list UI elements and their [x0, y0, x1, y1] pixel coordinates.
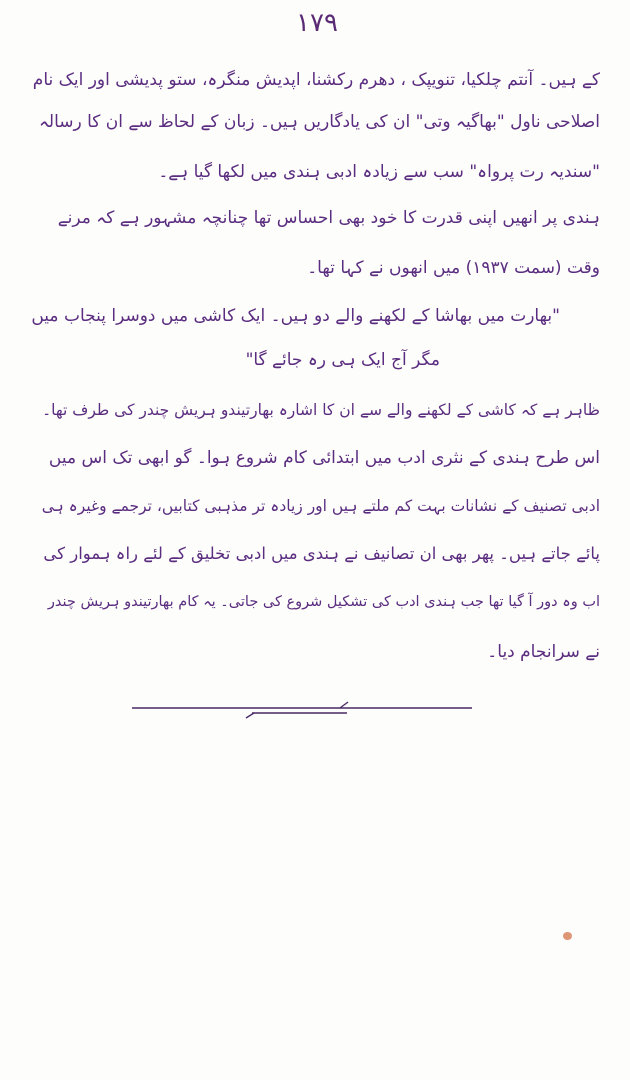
text-line-3: "سندیہ رت پرواہ" سب سے زیادہ ادبی ہندی میں لکھا گیا ہے۔	[158, 162, 600, 182]
text-line-4: ہندی پر انھیں اپنی قدرت کا خود بھی احساس تھا چنانچہ مشہور ہے کہ مرنے	[57, 208, 600, 228]
text-line-11: نے سرانجام دیا۔	[487, 642, 600, 662]
text-line-6: ظاہر ہے کہ کاشی کے لکھنے والے سے ان کا اشارہ بھارتیندو ہریش چندر کی طرف تھا۔	[42, 401, 600, 419]
ink-stain	[563, 932, 572, 940]
quote-line-1: "بھارت میں بھاشا کے لکھنے والے دو ہیں۔ ایک کاشی میں دوسرا پنجاب میں	[31, 306, 560, 326]
quote-line-2: مگر آج ایک ہی رہ جائے گا"	[245, 350, 440, 370]
text-line-5: وقت (سمت ۱۹۳۷) میں انھوں نے کہا تھا۔	[307, 258, 600, 278]
section-divider	[132, 696, 472, 726]
text-line-7: اس طرح ہندی کے نثری ادب میں ابتدائی کام شروع ہوا۔ گو ابھی تک اس میں	[48, 448, 600, 468]
text-line-2: اصلاحی ناول "بھاگیہ وتی" ان کی یادگاریں ہیں۔ زبان کے لحاظ سے ان کا رسالہ	[38, 112, 600, 132]
page-number: ۱۷۹	[296, 8, 338, 38]
text-line-9: پائے جاتے ہیں۔ پھر بھی ان تصانیف نے ہندی میں ادبی تخلیق کے لئے راہ ہموار کی	[43, 544, 600, 563]
text-line-10: اب وہ دور آ گیا تھا جب ہندی ادب کی تشکیل شروع کی جاتی۔ یہ کام بھارتیندو ہریش چندر	[47, 594, 600, 610]
text-line-8: ادبی تصنیف کے نشانات بہت کم ملتے ہیں اور زیادہ تر مذہبی کتابیں، ترجمے وغیرہ ہی	[41, 497, 600, 515]
text-line-1: کے ہیں۔ آنتم چلکیا، تنویپک ، دھرم رکشنا، اپدیش منگرہ، ستو پدیشی اور ایک نام	[32, 70, 600, 90]
